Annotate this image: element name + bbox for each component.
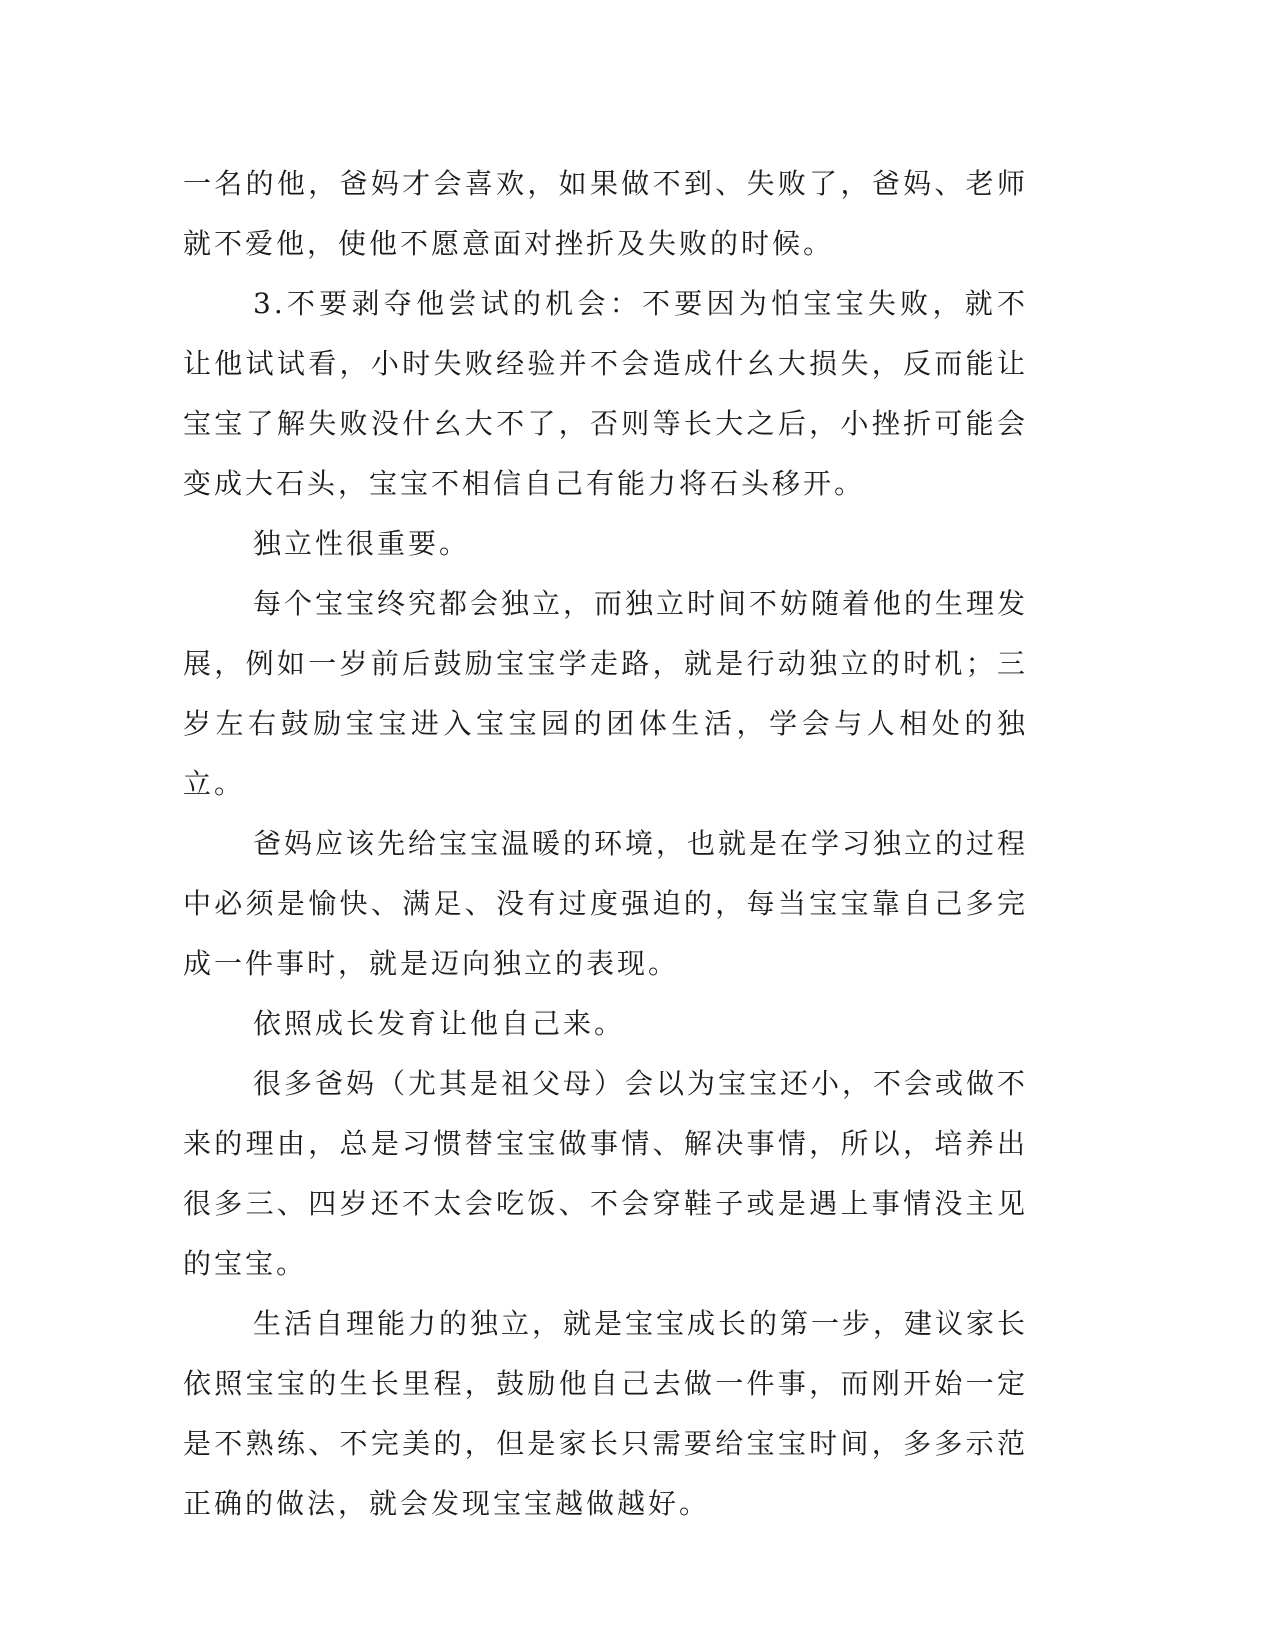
- paragraph-independence-timing: 每个宝宝终究都会独立，而独立时间不妨随着他的生理发展，例如一岁前后鼓励宝宝学走路，就是行动独立的时机；三岁左右鼓励宝宝进入宝宝园的团体生活，学会与人相处的独立。: [183, 587, 1029, 800]
- section-heading-self-reliance: 依照成长发育让他自己来。: [253, 1007, 626, 1040]
- paragraph-tip-3: 3.不要剥夺他尝试的机会：不要因为怕宝宝失败，就不让他试试看，小时失败经验并不会造成什幺大损失，反而能让宝宝了解失败没什幺大不了，否则等长大之后，小挫折可能会变成大石头，宝宝不相信自己有能力将石头移开。: [183, 287, 1028, 500]
- paragraph-continuation: 一名的他，爸妈才会喜欢，如果做不到、失败了，爸妈、老师就不爱他，使他不愿意面对挫折及失败的时候。: [183, 167, 1028, 260]
- paragraph-grandparents: 很多爸妈（尤其是祖父母）会以为宝宝还小，不会或做不来的理由，总是习惯替宝宝做事情、解决事情，所以，培养出很多三、四岁还不太会吃饭、不会穿鞋子或是遇上事情没主见的宝宝。: [183, 1067, 1029, 1280]
- paragraph-self-care: 生活自理能力的独立，就是宝宝成长的第一步，建议家长依照宝宝的生长里程，鼓励他自己去做一件事，而刚开始一定是不熟练、不完美的，但是家长只需要给宝宝时间，多多示范正确的做法，就会发现宝宝越做越好。: [183, 1307, 1029, 1520]
- document-body: [183, 154, 1028, 1534]
- paragraph-warm-environment: 爸妈应该先给宝宝温暖的环境，也就是在学习独立的过程中必须是愉快、满足、没有过度强迫的，每当宝宝靠自己多完成一件事时，就是迈向独立的表现。: [183, 827, 1029, 980]
- section-heading-independence: 独立性很重要。: [253, 527, 471, 560]
